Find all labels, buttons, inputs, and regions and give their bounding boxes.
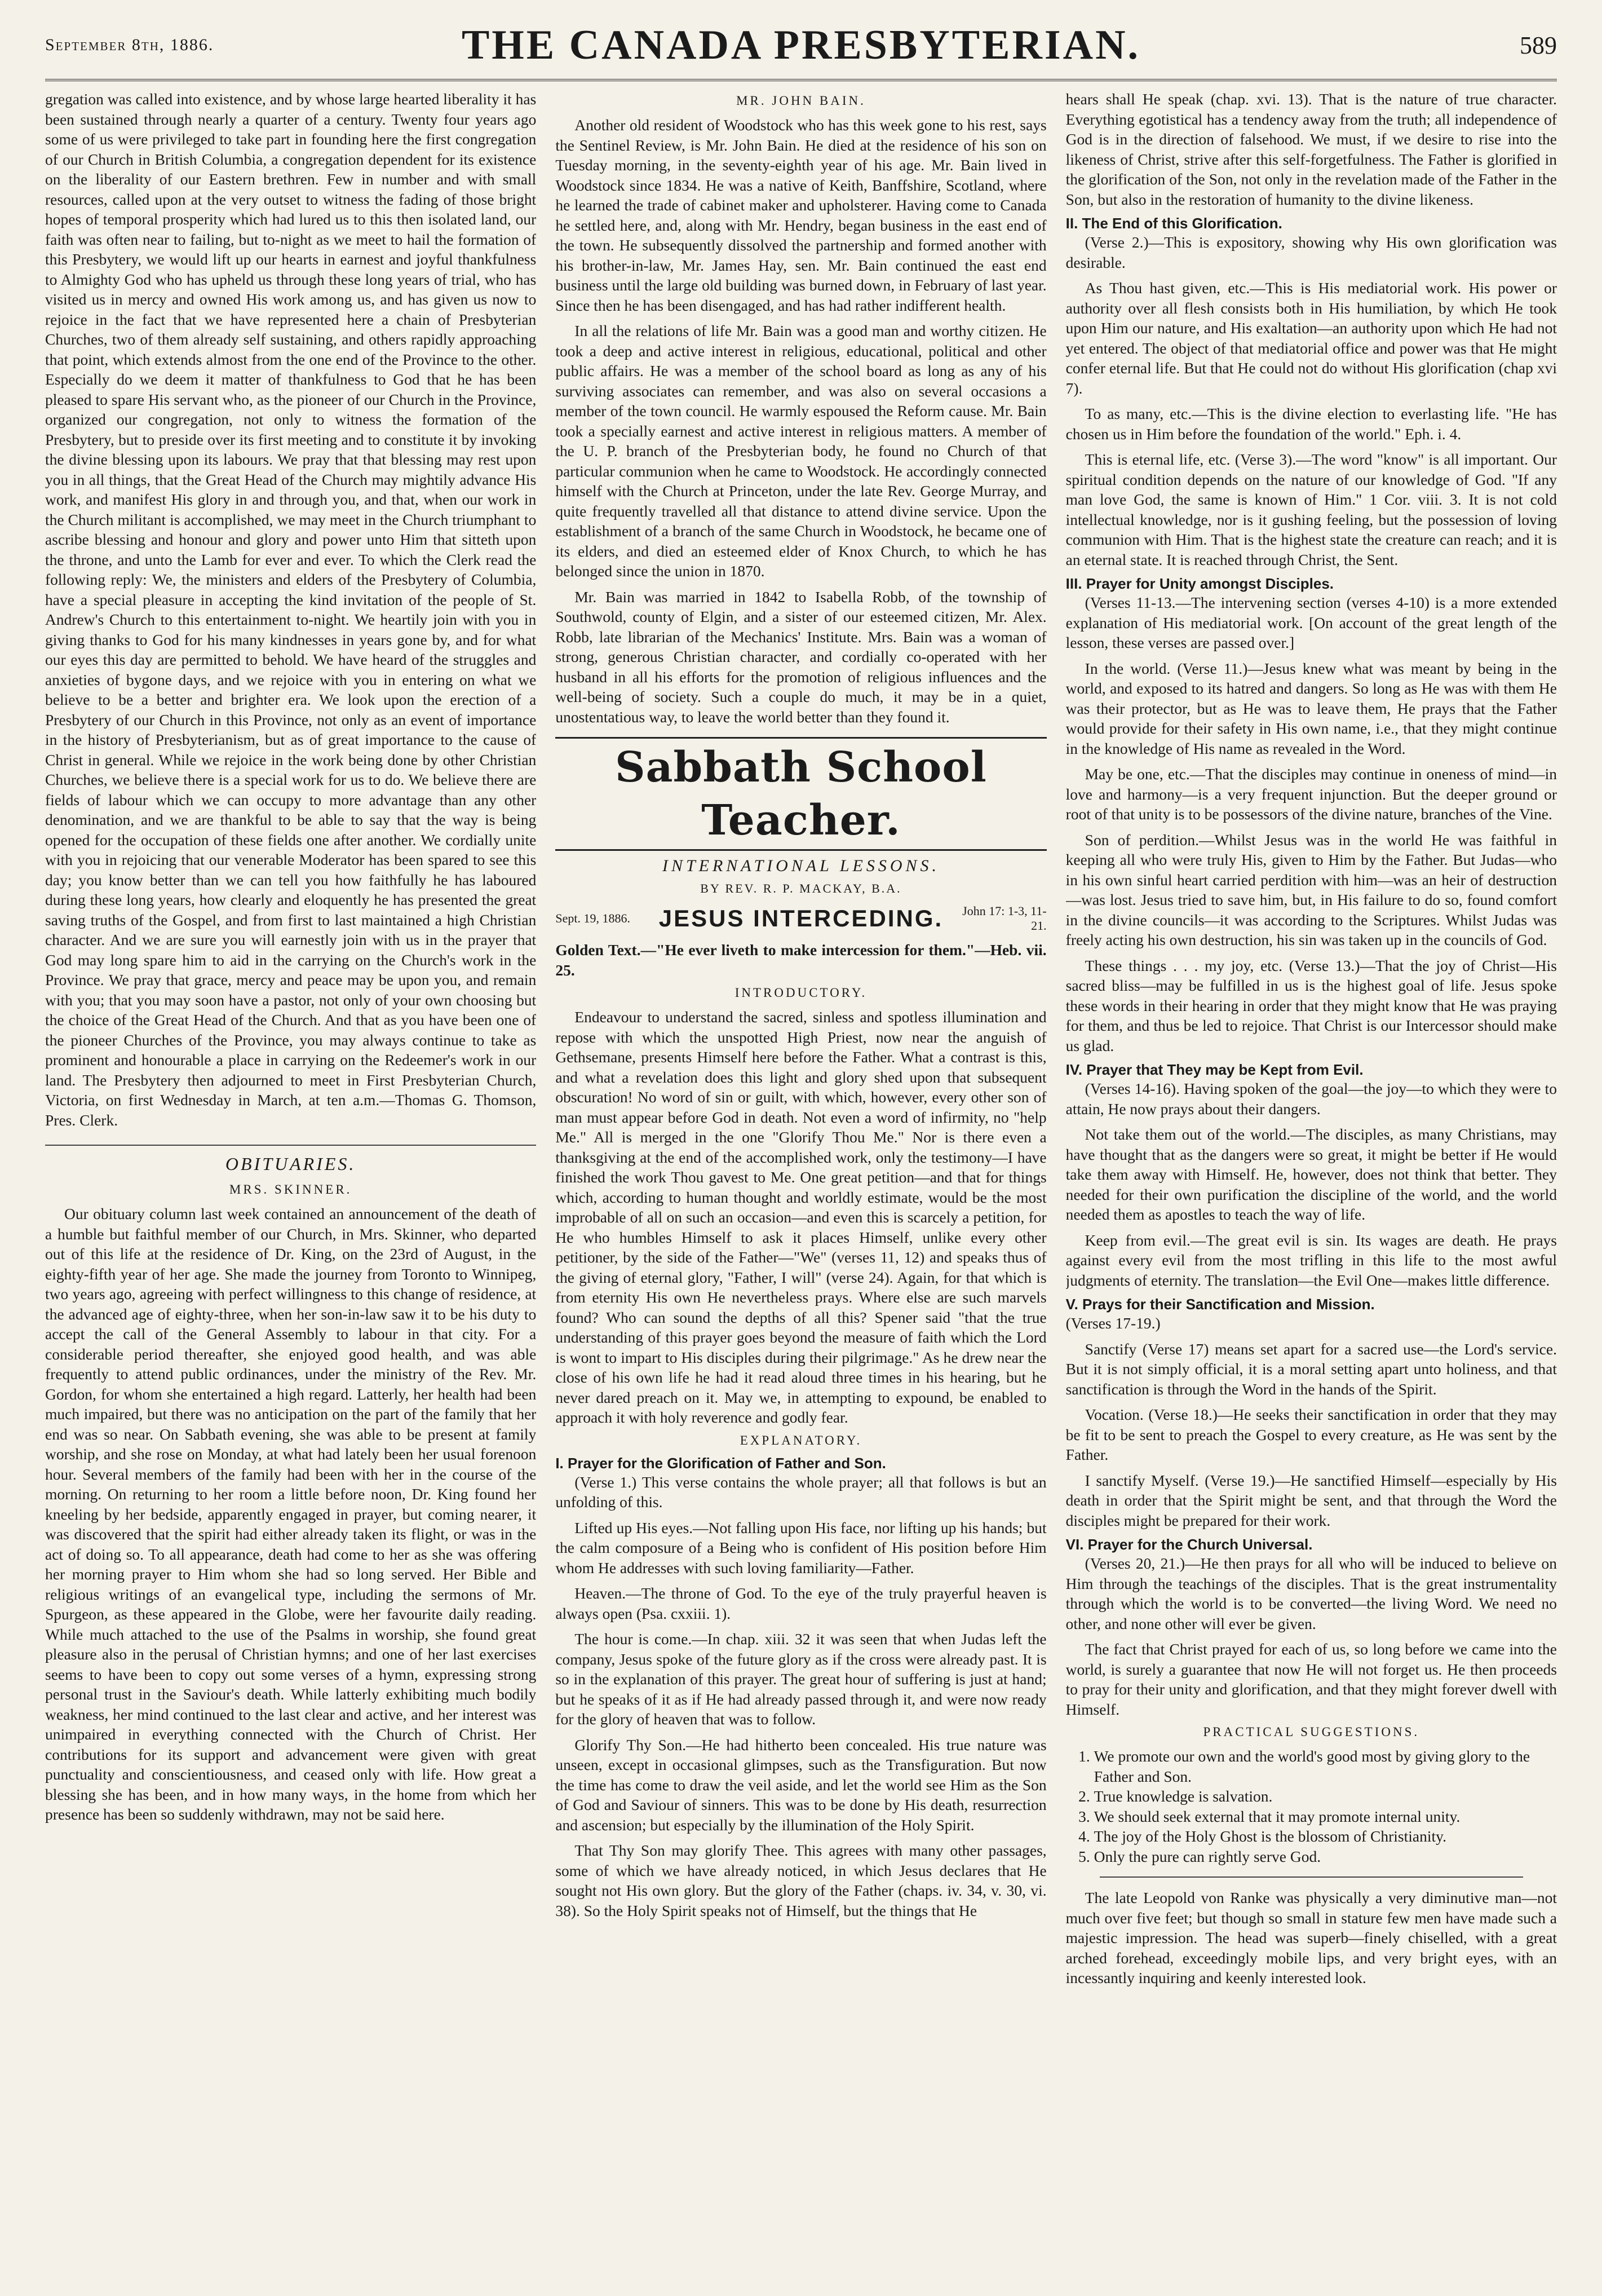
- paragraph: May be one, etc.—That the disciples may continue in oneness of mind—in love and harmony—is a very frequent injunction. But the deeper ground or root of that unity is to be possessors of the divine nature, branches of the Vine.: [1065, 765, 1557, 823]
- subhead-practical-suggestions: PRACTICAL SUGGESTIONS.: [1203, 1725, 1420, 1739]
- subhead-explanatory: EXPLANATORY.: [740, 1433, 862, 1447]
- paragraph: Sanctify (Verse 17) means set apart for a sacred use—the Lord's service. But it is not simply official, it is a moral setting apart unto holiness, and that sanctification is through the Word in the hands of the Spirit.: [1065, 1340, 1557, 1398]
- text-columns: [45, 89, 1557, 2282]
- lesson-header: [555, 904, 1046, 933]
- column-1: [45, 89, 536, 2282]
- point-heading: I. Prayer for the Glorification of Father and Son.: [555, 1454, 886, 1472]
- paragraph: gregation was called into existence, and by whose large hearted liberality it has been sustained through nearly a quarter of a century. Twenty four years ago some of us were privileged to take part in founding here the first congregation of our Church in British Columbia, a congregation dependent for its existence on the liberality of our Eastern brethren. Few in number and with small resources, called upon at the very outset to witness the fading of those bright hopes of temporal prosperity which had lured us to this then isolated land, our faith was often near to failing, but to-night as we meet to hail the formation of this Presbytery, we would lift up our hearts in earnest and joyful thankfulness to Almighty God who has upheld us through these long years of trial, who has visited us in mercy and owned His work among us, and has given us now to rejoice in the fact that we have represented here a chain of Presbyterian Churches, two of them already self sustaining, and others rapidly approaching that point, which extends almost from the one end of the Province to the other. Especially do we deem it matter of thankfulness to God that he has been pleased to spare His servant who, as the pioneer of our Church in the Province, organized our congregation, not only to witness the formation of the Presbytery, but to preside over its first meeting and to constitute it by invoking the divine blessing upon its labours. We pray that that blessing may rest upon you in all things, that the Great Head of the Church may mightily advance His work, and manifest His glory in and through you, and that, when our work in the Church militant is accomplished, we may meet in the Church triumphant to ascribe blessing and honour and glory and power unto Him that sitteth upon the throne, and unto the Lamb for ever and ever. To which the Clerk read the following reply: We, the ministers and elders of the Presbytery of Columbia, have a special pleasure in accepting the kind invitation of the people of St. Andrew's Church to this entertainment to-night. We heartily join with you in giving thanks to God for his many kindnesses in years gone by, and for what our eyes this day are permitted to behold. We have heard of the struggles and anxieties of bygone days, and we rejoice with you in entering on what we believe to be a better and brighter era. We look upon the erection of a Presbytery of our Church in this Province, not only as an event of importance in the history of Presbyterianism, but as of great importance to the cause of Christ in general. While we rejoice in the work being done by other Christian Churches, we believe there is a special work for us to do. We believe there are fields of labour which we can occupy to more advantage than any other denomination, and we are thankful to be able to say that the way is being opened for the occupation of these fields one after another. We cordially unite with you in rejoicing that our venerable Moderator has been spared to see this day; you know better than we can tell you how faithfully he has laboured during these long years, how clearly and eloquently he has presented the great saving truths of the Gospel, and from first to last maintained a high Christian character. And we are sure you will earnestly join with us in the prayer that God may long spare him to aid in the carrying on the Church's work in the Province. We pray that grace, mercy and peace may be upon you, and remain with you; that you may soon have a pastor, not only of your own choosing but the choice of the Great Head of the Church. And that as you have been one of the pioneer Churches of the Province, you may always continue to take as prominent and honourable a place in carrying on the Redeemer's work in our land. The Presbytery then adjourned to meet in First Presbyterian Church, Victoria, on first Wednesday in March, at ten a.m.—Thomas G. Thomson, Pres. Clerk.: [45, 90, 537, 1129]
- paragraph: Our obituary column last week contained an announcement of the death of a humble but faithful member of our Church, in Mrs. Skinner, who departed out of this life at the residence of Dr. King, on the 23rd of August, in the eighty-fifth year of her age. She made the journey from Toronto to Winnipeg, two years ago, agreeing with perfect willingness to this change of residence, at the advanced age of eighty-three, when her son-in-law saw it to be his duty to accept the call of the General Assembly to labour in that city. For a considerable period thereafter, she enjoyed good health, and was able frequently to attend public ordinances, under the ministry of the Rev. Mr. Gordon, for whom she entertained a high regard. Latterly, her health had been much impaired, but there was no anticipation on the part of the family that her end was so near. On Sabbath evening, she was able to be present at family worship, and she rose on Monday, at what had lately been her usual forenoon hour. Several members of the family had been with her in the course of the morning. On returning to her room a little before noon, Dr. King found her kneeling by her bedside, apparently engaged in prayer, but coming nearer, it was discovered that the spirit had either already taken its flight, or was in the act of doing so. To all appearance, death had come to her as she was offering her morning prayer to Him whom she had so long served. Her Bible and religious writings of an evangelical type, including the sermons of Mr. Spurgeon, as these appeared in the Globe, were her favourite daily reading. While much attached to the use of the Psalms in worship, she found great pleasure also in the perusal of Christian hymns; and one of her last exercises seems to have been to copy out some verses of a hymn, expressing strong personal trust in the Saviour's death. While latterly exhibiting much bodily weakness, her mind continued to the last clear and active, and her interest was unimpaired in everything connected with the Church of Christ. Her contributions for its support and advancement were given with great punctuality and conscientiousness, and ceased only with life. How great a blessing she has been, and in how many ways, in the home from which her presence has been so suddenly withdrawn, may not be said here.: [45, 1205, 537, 1823]
- list-item: 4. The joy of the Holy Ghost is the blossom of Christianity.: [1094, 1826, 1557, 1847]
- list-item: 2. True knowledge is salvation.: [1094, 1786, 1557, 1807]
- section-banner-sabbath-school: Sabbath School Teacher.: [555, 737, 1046, 851]
- column-3: [1066, 89, 1557, 2282]
- paragraph: (Verses 14-16). Having spoken of the goal—the joy—to which they were to attain, He now prays about their dangers.: [1065, 1080, 1557, 1118]
- paragraph: (Verse 1.) This verse contains the whole prayer; all that follows is but an unfolding of this.: [555, 1473, 1047, 1511]
- list-item: 5. Only the pure can rightly serve God.: [1094, 1847, 1557, 1867]
- paragraph: (Verses 11-13.—The intervening section (verses 4-10) is a more extended explanation of His mediatorial work. [On account of the great length of the lesson, these verses are passed over.]: [1065, 594, 1557, 651]
- paragraph: Endeavour to understand the sacred, sinless and spotless illumination and repose with which the unspotted High Priest, now near the anguish of Gethsemane, presents Himself here before the Father. What a contrast is this, and what a revelation does this light and glory shed upon that subsequent obscuration! No word of sin or guilt, with which, however, every other son of man must appear before God in death. Not even a word of infirmity, no "help Me." All is merged in the one "Glorify Thou Me." Nor is there even a thanksgiving at the end of the accomplished work, only the testimony—I have finished the work Thou gavest to Me. One great petition—and that for things which, according to human thought and worldly estimate, would be the most improbable of all on such an occasion—and even this is scarcely a petition, for He who humbles Himself to ask it places Himself, unlike every other petitioner, by the side of the Father—"We" (verses 11, 12) and speaks thus of the giving of eternal glory, "Father, I will" (verse 24). Again, for that which is from eternity His own He nevertheless prays. Where else are such marvels found? Who can sound the depths of all this? Spener said "that the true understanding of this prayer goes beyond the measure of faith which the Lord is wont to impart to His disciples during their pilgrimage." As he drew near the close of his own life he had it read aloud three times in his hearing, but he never dared preach on it. May we, in attempting to expound, be enabled to approach it with holy reverence and godly fear.: [555, 1008, 1047, 1426]
- paragraph: In the world. (Verse 11.)—Jesus knew what was meant by being in the world, and exposed to its hatred and dangers. So long as He was with them He was their protector, but as He was to leave them, He prays that the Father would provide for their safety in His own name, i.e., that they might continue in the knowledge of His name as revealed in the Word.: [1065, 659, 1557, 757]
- lesson-title: JESUS INTERCEDING.: [658, 905, 944, 931]
- paragraph: That Thy Son may glorify Thee. This agrees with many other passages, some of which we have already noticed, in which Jesus declares that He sought not His own glory. But the glory of the Father (chaps. iv. 34, v. 30, vi. 38). So the Holy Spirit speaks not of Himself, but the things that He: [555, 1842, 1047, 1919]
- golden-text: Golden Text.—"He ever liveth to make intercession for them."—Heb. vii. 25.: [555, 941, 1047, 979]
- paragraph: Lifted up His eyes.—Not falling upon His face, nor lifting up his hands; but the calm composure of a Being who is confident of His position before Him whom He addresses with such loving familiarity—Father.: [555, 1518, 1047, 1577]
- lesson-reference: John 17: 1-3, 11-21.: [962, 904, 1047, 933]
- point-heading: V. Prays for their Sanctification and Mission.: [1065, 1296, 1375, 1313]
- point-heading: III. Prayer for Unity amongst Disciples.: [1065, 575, 1334, 592]
- paragraph: In all the relations of life Mr. Bain was a good man and worthy citizen. He took a deep and active interest in religious, educational, political and other public affairs. He was a member of the school board as long as any of his surviving associates can remember, and was also on several occasions a member of the town council. He warmly espoused the Reform cause. Mr. Bain took a specially earnest and active interest in religious matters. A member of the U. P. branch of the Presbyterian body, he found no Church of that particular communion when he came to Woodstock. He accordingly connected himself with the Church at Princeton, under the late Rev. George Murray, and quite frequently travelled all that distance to attend divine service. Upon the establishment of a branch of the same Church in Woodstock, he became one of its elders, and died an esteemed elder of Knox Church, to which he has belonged since the union in 1870.: [555, 322, 1047, 580]
- paragraph: As Thou hast given, etc.—This is His mediatorial work. His power or authority over all flesh consists both in His humiliation, by which He took upon Him our nature, and His exaltation—an authority upon which He had not yet entered. The object of that mediatorial office and power was that He might confer eternal life. But that He could not do without His glorification (chap xvi 7).: [1065, 279, 1557, 397]
- lesson-date: Sept. 19, 1886.: [555, 911, 630, 925]
- paragraph: The fact that Christ prayed for each of us, so long before we came into the world, is surely a guarantee that now He will not forget us. He then proceeds to pray for their unity and glorification, and that they might forever dwell with Himself.: [1065, 1640, 1557, 1718]
- suggestions-list: [1077, 1746, 1557, 1866]
- paragraph: To as many, etc.—This is the divine election to everlasting life. "He has chosen us in Him before the foundation of the world." Eph. i. 4.: [1065, 405, 1557, 443]
- subhead-introductory: INTRODUCTORY.: [734, 986, 868, 1000]
- paragraph: hears shall He speak (chap. xvi. 13). That is the nature of true character. Everything egotistical has a tendency away from the truth; all independence of God is in the direction of falsehood. We must, if we desire to rise into the likeness of Christ, strive after this self-forgetfulness. The Father is glorified in the glorification of the Son, not only in the revelation made of the Father in the Son, but also in the restoration of humanity to the divine likeness.: [1065, 90, 1557, 208]
- list-item: 1. We promote our own and the world's good most by giving glory to the Father and Son.: [1094, 1746, 1557, 1786]
- paragraph: Another old resident of Woodstock who has this week gone to his rest, says the Sentinel Review, is Mr. John Bain. He died at the residence of his son on Tuesday morning, in the seventy-eighth year of his age. Mr. Bain lived in Woodstock since 1834. He was a native of Keith, Banffshire, Scotland, where he learned the trade of cabinet maker and upholsterer. Having come to Canada he settled here, and, along with Mr. Hendry, began business in the east end of the town. He subsequently dissolved the partnership and formed another with his brother-in-law, Mr. James Hay, sen. Mr. Bain continued the east end business until the large old building was burned down, in February of last year. Since then he has been disengaged, and has had rather indifferent health.: [555, 116, 1047, 314]
- column-2: [555, 89, 1046, 2282]
- banner-subtitle: INTERNATIONAL LESSONS.: [662, 856, 940, 875]
- newspaper-title: THE CANADA PRESBYTERIAN.: [461, 21, 1141, 68]
- point-heading: IV. Prayer that They may be Kept from Evil.: [1065, 1061, 1364, 1078]
- section-title-obituaries: OBITUARIES.: [45, 1145, 536, 1175]
- paragraph: (Verses 17-19.): [1065, 1314, 1161, 1332]
- paragraph: Son of perdition.—Whilst Jesus was in the world He was faithful in keeping all who were truly His, given to Him by the Father. But Judas—who in his own sinful heart carried perdition with him—was an heir of destruction—was lost. Jesus tried to save him, but, in His failure to do so, found comfort in the divine councils—it was according to the Scriptures. Whilst Judas was freely acting his own destruction, his sin was taken up in the councils of God.: [1065, 831, 1557, 948]
- paragraph: Vocation. (Verse 18.)—He seeks their sanctification in order that they may be fit to be sent to preach the Gospel to every creature, as He was sent by the Father.: [1065, 1406, 1557, 1463]
- obituary-subhead: MRS. SKINNER.: [229, 1182, 352, 1196]
- point-heading: VI. Prayer for the Church Universal.: [1065, 1536, 1313, 1553]
- byline: BY REV. R. P. MACKAY, B.A.: [700, 881, 902, 895]
- paragraph: Mr. Bain was married in 1842 to Isabella Robb, of the township of Southwold, county of Elgin, and a sister of our esteemed citizen, Mr. Alex. Robb, late librarian of the Mechanics' Institute. Mrs. Bain was a woman of strong, generous Christian character, and cordially co-operated with her husband in all his efforts for the promotion of religious influences and the well-being of society. Such a couple do much, it may be in a quiet, unostentatious way, to leave the world better than they found it.: [555, 588, 1047, 726]
- point-heading: II. The End of this Glorification.: [1065, 215, 1282, 232]
- page-number: 589: [1520, 31, 1557, 59]
- paragraph: (Verses 20, 21.)—He then prays for all who will be induced to believe on Him through the teachings of the disciples. That is the great instrumentality through which the world is to be converted—the living Word. We need no other, and none other will ever be given.: [1065, 1555, 1557, 1632]
- paragraph: Heaven.—The throne of God. To the eye of the truly prayerful heaven is always open (Psa. cxxiii. 1).: [555, 1584, 1047, 1622]
- issue-date: September 8th, 1886.: [45, 36, 214, 54]
- paragraph: These things . . . my joy, etc. (Verse 13.)—That the joy of Christ—His sacred bliss—may be fulfilled in us is the highest goal of life. Jesus spoke these words in their hearing in order that they might know that He was praying for them, and thus be led to rejoice. That Christ is our Intercessor should make us glad.: [1065, 956, 1557, 1054]
- divider: [1100, 1876, 1523, 1878]
- paragraph: This is eternal life, etc. (Verse 3).—The word "know" is all important. Our spiritual condition depends on the nature of our knowledge of God. "If any man love God, the same is known of Him." 1 Cor. viii. 3. It is not cold intellectual knowledge, nor is it gushing feeling, but the possession of loving communion with Him. That is the highest state the creature can reach; and it is an eternal state. It is reached through Christ, the Sent.: [1065, 451, 1557, 568]
- paragraph: The hour is come.—In chap. xiii. 32 it was seen that when Judas left the company, Jesus spoke of the future glory as if the cross were already past. It is so in the explanation of this prayer. The great hour of suffering is just at hand; but he speaks of it as if He had already passed through it, and were now ready for the glory of heaven that was to follow.: [555, 1630, 1047, 1728]
- paragraph: (Verse 2.)—This is expository, showing why His own glorification was desirable.: [1065, 233, 1557, 271]
- paragraph: Keep from evil.—The great evil is sin. Its wages are death. He prays against every evil from the most trifling in this life to the most awful judgments of eternity. The translation—the Evil One—makes little difference.: [1065, 1231, 1557, 1289]
- list-item: 3. We should seek external that it may promote internal unity.: [1094, 1807, 1557, 1827]
- paragraph: Not take them out of the world.—The disciples, as many Christians, may have thought that as the dangers were so great, it might be better if He would take them away with Himself. He, however, does not think that better. They needed for their own purification the discipline of the world, and the world needed them as apostles to teach the way of life.: [1065, 1125, 1557, 1223]
- paragraph: The late Leopold von Ranke was physically a very diminutive man—not much over five feet; but though so small in stature few men have made such a majestic impression. The head was superb—finely chiselled, with a great arched forehead, exceedingly mobile lips, and very bright eyes, with an incessantly inquiring and keenly interested look.: [1065, 1889, 1557, 1986]
- paragraph: I sanctify Myself. (Verse 19.)—He sanctified Himself—especially by His death in order that the Spirit might be sent, and that through the Word the disciples might be prepared for their work.: [1065, 1471, 1557, 1529]
- obituary-subhead: MR. JOHN BAIN.: [736, 94, 866, 108]
- masthead: [45, 11, 1557, 81]
- paragraph: Glorify Thy Son.—He had hitherto been concealed. His true nature was unseen, except in occasional glimpses, such as the Transfiguration. But now the time has come to draw the veil aside, and let the world see Him as the Son of God and Saviour of sinners. This was to be done by His death, resurrection and ascension; but especially by the illumination of the Holy Spirit.: [555, 1736, 1047, 1834]
